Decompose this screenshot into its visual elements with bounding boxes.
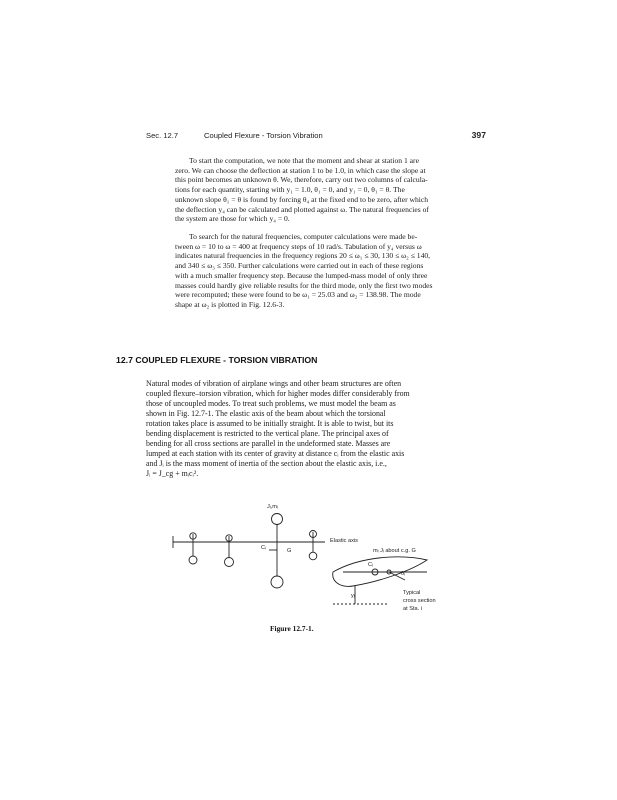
text-line: with a much smaller frequency step. Because the lumped-mass model of only three bbox=[175, 270, 428, 280]
text-line: shape at ω₂ is plotted in Fig. 12.6-3. bbox=[175, 299, 285, 309]
header-section: Sec. 12.7 bbox=[146, 131, 179, 140]
label-elastic-axis: Elastic axis bbox=[330, 538, 358, 544]
label-typical: Typical bbox=[403, 590, 421, 596]
header-title: Coupled Flexure - Torsion Vibration bbox=[204, 131, 323, 140]
text-line: this point becomes an unknown θ. We, therefore, carry out two columns of calcula- bbox=[175, 175, 428, 185]
station-mass bbox=[225, 558, 234, 567]
label-theta: θᵢ bbox=[401, 571, 405, 577]
text-line: bending displacement is restricted to the vertical plane. The principal axes of bbox=[146, 429, 389, 439]
paragraph-frequency-search bbox=[175, 232, 487, 310]
running-head bbox=[146, 131, 486, 145]
text-line: Jᵢ = J_cg + mᵢcᵢ². bbox=[146, 469, 199, 479]
text-line: lumped at each station with its center of gravity at distance cᵢ from the elastic axis bbox=[146, 449, 405, 459]
text-line: unknown slope θ₁ = θ is found by forcing θ₄ at the fixed end to be zero, after which bbox=[175, 194, 429, 204]
text-line: zero. We can choose the deflection at station 1 to be 1.0, in which case the slope at bbox=[175, 165, 426, 175]
text-line: the deflection y₄ can be calculated and plotted against ω. The natural frequencies of bbox=[175, 204, 429, 214]
station-mass bbox=[189, 556, 197, 564]
text-line: those of uncoupled modes. To treat such problems, we must model the beam as bbox=[146, 399, 396, 409]
text-line: shown in Fig. 12.7-1. The elastic axis of the beam about which the torsional bbox=[146, 409, 386, 419]
station-mass-top bbox=[272, 514, 283, 525]
station-mass bbox=[309, 552, 317, 560]
page-number: 397 bbox=[471, 130, 486, 140]
label-station: at Sta. i bbox=[403, 606, 422, 612]
text-line: To search for the natural frequencies, computer calculations were made be- bbox=[189, 232, 418, 241]
text-line: indicates natural frequencies in the frequency regions 20 ≤ ω₁ ≤ 30, 130 ≤ ω₂ ≤ 140, bbox=[175, 251, 431, 261]
text-line: Natural modes of vibration of airplane wings and other beam structures are often bbox=[146, 379, 402, 388]
figure-beam-model bbox=[165, 500, 485, 618]
text-line: the system are those for which y₄ = 0. bbox=[175, 214, 290, 224]
paragraph-computation-start bbox=[175, 156, 487, 224]
figure-caption: Figure 12.7-1. bbox=[270, 624, 314, 633]
label-ci: Cᵢ bbox=[261, 545, 266, 551]
text-line: To start the computation, we note that the moment and shear at station 1 are bbox=[189, 156, 419, 165]
text-line: and 340 ≤ ω₃ ≤ 350. Further calculations were carried out in each of these regions bbox=[175, 261, 424, 271]
text-line: masses could hardly give reliable results for the third mode, only the first two modes bbox=[175, 280, 433, 290]
text-line: and Jᵢ is the mass moment of inertia of the section about the elastic axis, i.e., bbox=[146, 459, 387, 469]
section-heading: 12.7 COUPLED FLEXURE - TORSION VIBRATION bbox=[116, 355, 318, 365]
label-ji-mi: Jᵢ,mᵢ bbox=[267, 504, 278, 510]
label-yi: yᵢ bbox=[351, 593, 355, 599]
station-mass-bottom bbox=[271, 576, 283, 588]
text-line: tions for each quantity, starting with y₁ = 1.0, θ₁ = 0, and y₁ = 0, θ₁ = θ. The bbox=[175, 185, 405, 195]
label-mass-about-cg: mᵢ Jᵢ about c.g. G bbox=[373, 548, 416, 554]
text-line: tween ω = 10 to ω = 400 at frequency steps of 10 rad/s. Tabulation of y₄ versus ω bbox=[175, 241, 422, 251]
label-cross-section: cross section bbox=[403, 598, 436, 604]
text-line: bending for all cross sections are parallel in the undeformed state. Masses are bbox=[146, 439, 391, 449]
text-line: coupled flexure–torsion vibration, which for higher modes differ considerably from bbox=[146, 389, 410, 399]
beam-diagram bbox=[165, 500, 485, 618]
paragraph-coupled-vibration bbox=[146, 379, 487, 479]
text-line: were recomputed; these were found to be ω₁ = 25.03 and ω₂ = 138.98. The mode bbox=[175, 290, 421, 300]
text-line: rotation takes place is assumed to be initially straight. It is able to twist, but its bbox=[146, 419, 394, 429]
label-cg: Cᵢ bbox=[368, 562, 373, 568]
label-g: G bbox=[287, 548, 292, 554]
